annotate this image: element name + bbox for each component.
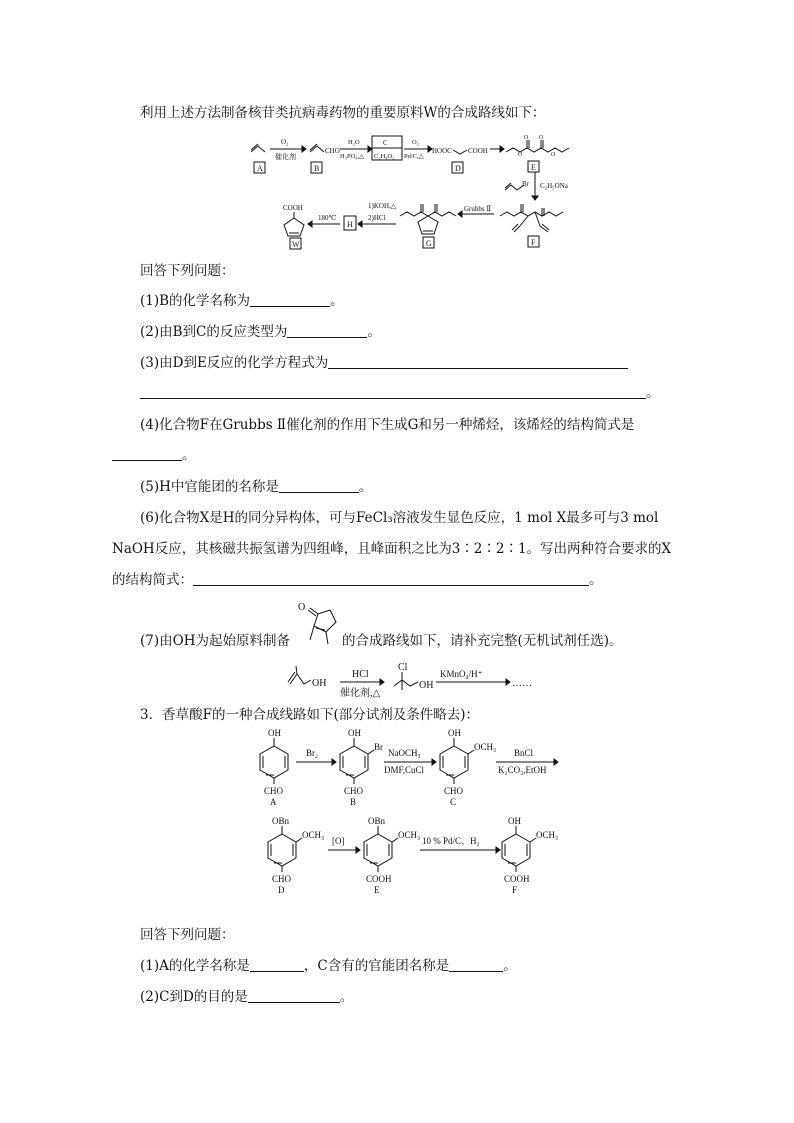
r7b-top: KMnO₄/H⁺ [440, 669, 483, 679]
ef-reagent: C₂H₅ONa [540, 182, 568, 190]
c-label: C [450, 797, 457, 807]
q6: (6)化合物X是H的同分异构体，可与FeCl₃溶液发生显色反应，1 mol X最多可与3 mol [140, 510, 659, 526]
q4-blank[interactable] [112, 446, 182, 461]
c-formula: C₂H₄O₂ [374, 153, 395, 160]
f-oh: OH [508, 816, 521, 826]
q6-blank[interactable] [193, 571, 589, 586]
r1-top: O₂ [281, 138, 289, 146]
e-o1: O [524, 135, 529, 141]
q3-cont: 。 [140, 384, 660, 402]
q3-blank-2[interactable] [140, 384, 646, 399]
b-br: Br [374, 742, 383, 752]
synthesis-scheme-vanillic [0, 726, 794, 906]
r7-top: HCl [352, 669, 369, 680]
r-bc-bot: DMF,CuCl [384, 765, 425, 775]
f-label: F [512, 885, 518, 895]
r2-bot: H₃PO₄,△ [340, 153, 365, 160]
r7-oh1: OH [312, 678, 327, 689]
p3-q1-blank-1[interactable] [250, 957, 304, 972]
q1: (1)B的化学名称为 。 [140, 293, 344, 309]
label-h: H [347, 220, 353, 229]
r7-ellipsis: …… [512, 678, 532, 689]
gh-top: 1)KOH,△ [368, 202, 397, 210]
d-och3: OCH₃ [302, 830, 325, 840]
synthesis-scheme-w [0, 128, 794, 268]
q2-blank[interactable] [287, 323, 367, 338]
r7-cl: Cl [398, 662, 408, 673]
f-och3: OCH₃ [536, 830, 559, 840]
a-label: A [270, 797, 277, 807]
ef-br: Br [522, 180, 529, 188]
q4-cont: 。 [112, 446, 196, 464]
r-de: [O] [332, 836, 345, 846]
answer-intro: 回答下列问题： [140, 263, 235, 279]
scheme-intro: 利用上述方法制备核苷类抗病毒药物的重要原料W的合成路线如下： [140, 105, 546, 121]
q5: (5)H中官能团的名称是 。 [140, 479, 373, 495]
r3-bot: Pd/C,△ [404, 153, 424, 160]
d-label: D [278, 885, 285, 895]
e-och3: OCH₃ [398, 830, 421, 840]
gh-bot: 2)HCl [368, 214, 386, 222]
r3-top: O₂ [412, 139, 419, 146]
p3-answer-intro: 回答下列问题： [140, 927, 235, 943]
label-e: E [531, 163, 536, 172]
p3-q2-blank[interactable] [248, 988, 340, 1003]
d-obn: OBn [272, 816, 290, 826]
label-w: W [292, 240, 300, 249]
r-cd-bot: K₂CO₃,EtOH [498, 765, 547, 775]
c-oh: OH [448, 728, 461, 738]
q6-line3: 的结构简式： 。 [112, 572, 603, 588]
c-och3: OCH₃ [474, 742, 497, 752]
r7-bot: 催化剂,△ [340, 688, 381, 699]
p3-q2: (2)C到D的目的是 。 [140, 989, 354, 1005]
b-cho: CHO [325, 147, 340, 155]
e-o2: O [539, 135, 544, 141]
w-cooh: COOH [283, 204, 303, 212]
r2-top: H₂O [348, 139, 360, 146]
fg-reagent: Grubbs Ⅱ [464, 205, 492, 213]
r1-bot: 催化剂 [275, 153, 296, 161]
p3-q1-blank-2[interactable] [449, 957, 503, 972]
r-bc-top: NaOCH₃ [388, 748, 421, 758]
q5-blank[interactable] [279, 478, 359, 493]
d-hooc: HOOC [432, 147, 452, 155]
r-cd-top: BnCl [514, 748, 534, 758]
q2: (2)由B到C的反应类型为 。 [140, 324, 381, 340]
label-b: B [314, 164, 320, 173]
r-ab: Br₂ [306, 748, 319, 758]
a-cho: CHO [264, 786, 284, 796]
a-oh: OH [268, 728, 281, 738]
b-cho: CHO [344, 786, 364, 796]
d-cooh: COOH [468, 147, 488, 155]
b-label: B [350, 797, 357, 807]
p3-title: 3．香草酸F的一种合成线路如下(部分试剂及条件略去)： [140, 707, 479, 723]
q1-blank[interactable] [250, 292, 330, 307]
e-label: E [374, 885, 380, 895]
e-obn: OBn [368, 816, 386, 826]
e-o3: O [518, 152, 523, 158]
label-a: A [257, 164, 263, 173]
d-cho: CHO [272, 874, 292, 884]
r7-oh2: OH [419, 680, 434, 691]
f-cooh: COOH [504, 874, 530, 884]
q7-target-structure [292, 600, 352, 650]
hw-temp: 180℃ [318, 214, 337, 222]
q3-blank-1[interactable] [328, 354, 628, 369]
q6-line2: NaOH反应，其核磁共振氢谱为四组峰，且峰面积之比为3∶2∶2∶1。写出两种符合要求的X [112, 541, 672, 557]
e-o4: O [551, 152, 556, 158]
q3: (3)由D到E反应的化学方程式为 [140, 354, 628, 372]
label-d: D [455, 164, 461, 173]
c-cho: CHO [444, 786, 464, 796]
r-ef: 10 % Pd/C、H₂ [422, 836, 480, 846]
q4: (4)化合物F在Grubbs Ⅱ催化剂的作用下生成G和另一种烯烃，该烯烃的结构简式是 [140, 417, 635, 433]
label-f: F [531, 238, 536, 247]
q7-route [0, 660, 794, 710]
q7: (7)由OH为起始原料制备 的合成路线如下，请补充完整(无机试剂任选)。 [140, 633, 623, 649]
e-cooh: COOH [366, 874, 392, 884]
p3-q1: (1)A的化学名称是 ，C含有的官能团名称是 。 [140, 958, 517, 974]
label-g: G [426, 239, 432, 248]
c-label: C [383, 139, 388, 147]
b-oh: OH [348, 728, 361, 738]
q7-o: O [298, 602, 306, 613]
